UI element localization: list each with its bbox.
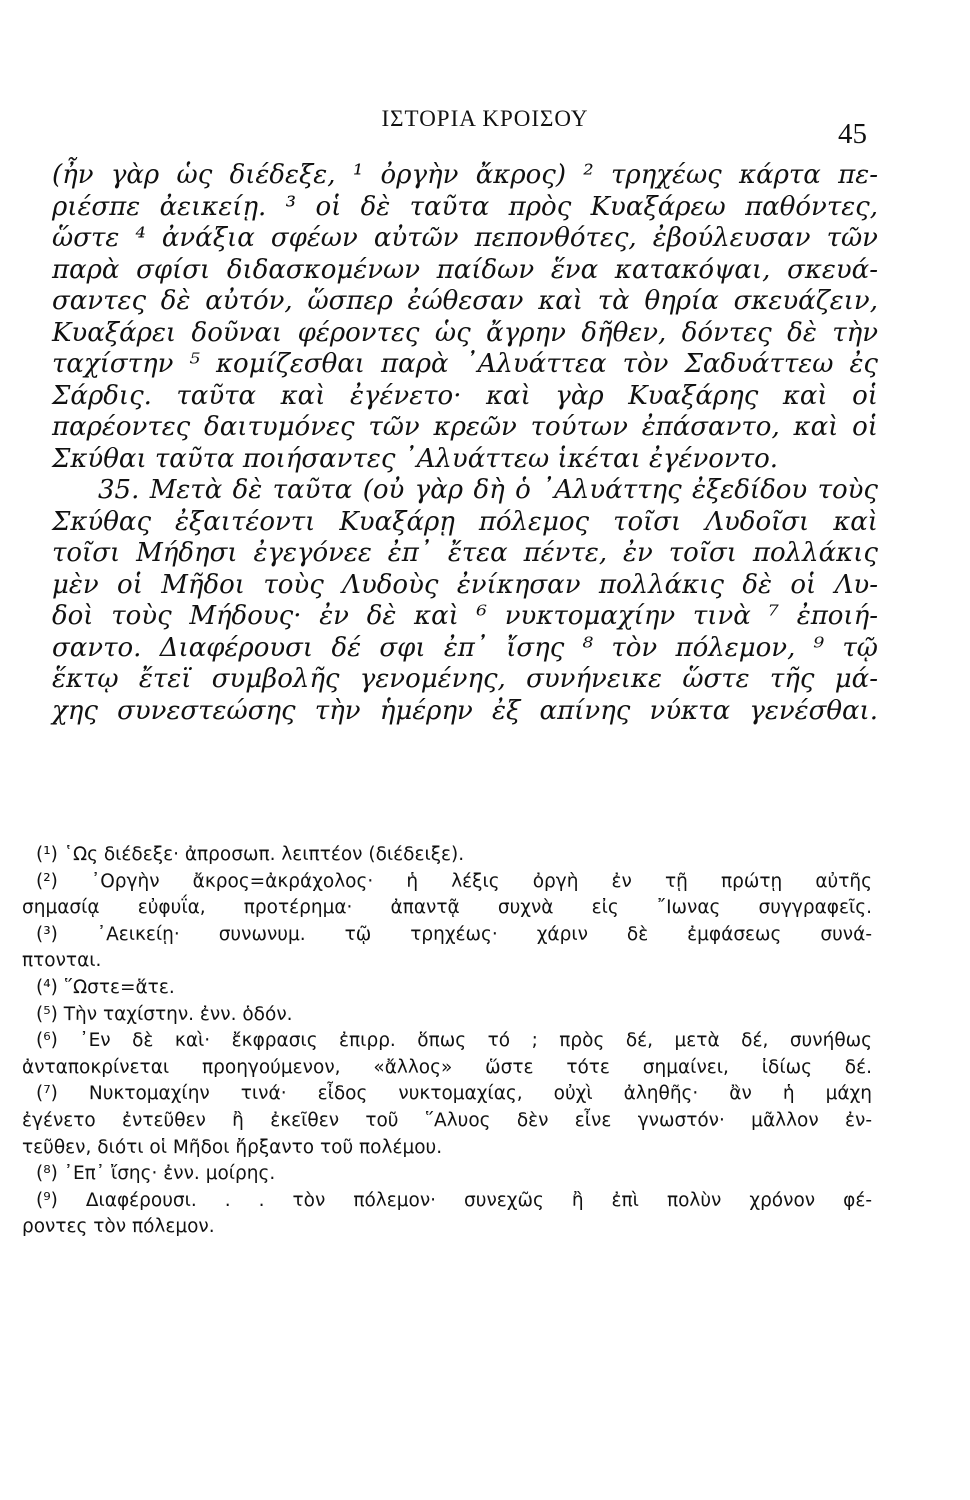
footnote-line: (⁴) ῞Ωστε=ἅτε. (36, 976, 175, 998)
footnote-line: (⁹) Διαφέρουσι. . . τὸν πόλεμον· συνεχῶς ἢ ἐπὶ πολὺν χρόνον φέ- (36, 1189, 872, 1211)
text-line: σαντο. Διαφέρουσι δέ σφι ἐπ᾿ ἴσης ⁸ τὸν πόλεμον, ⁹ τῷ (52, 632, 878, 663)
footnote-line: ἐγένετο ἐντεῦθεν ἢ ἐκεῖθεν τοῦ ῞Αλυος δὲν εἶνε γνωστόν· μᾶλλον ἐν- (22, 1109, 872, 1131)
text-line: χης συνεστεώσης τὴν ἡμέρην ἐξ απίνης νύκτα γενέσθαι. (52, 695, 878, 726)
footnote-line: πτονται. (22, 950, 102, 972)
text-line: ριέσπε ἀεικείῃ. ³ οἱ δὲ ταῦτα πρὸς Κυαξάρεω παθόντες, (52, 191, 878, 222)
running-title: ΙΣΤΟΡΙΑ ΚΡΟΙΣΟΥ (381, 106, 589, 131)
text-line: παρὰ σφίσι διδασκομένων παίδων ἕνα κατακόψαι, σκευά- (52, 254, 878, 285)
footnotes (22, 842, 872, 1241)
text-line: Κυαξάρει δοῦναι φέροντες ὡς ἄγρην δῆθεν, δόντες δὲ τὴν (52, 317, 878, 348)
text-line: 35. Μετὰ δὲ ταῦτα (οὐ γὰρ δὴ ὁ ᾿Αλυάττης ἐξεδίδου τοὺς (98, 475, 878, 505)
footnote-line: (³) ᾿Αεικείῃ· συνωνυμ. τῷ τρηχέως· χάριν δὲ ἐμφάσεως συνά- (36, 923, 872, 945)
text-line: ὥστε ⁴ ἀνάξια σφέων αὐτῶν πεπονθότες, ἐβούλευσαν τῶν (52, 223, 878, 253)
text-line: (ἦν γὰρ ὡς διέδεξε, ¹ ὀργὴν ἄκρος) ² τρηχέως κάρτα πε- (52, 160, 878, 190)
footnote-line: σημασίᾳ εὐφυΐα, προτέρημα· ἀπαντᾷ συχνὰ εἰς ῎Ιωνας συγγραφεῖς. (22, 897, 872, 919)
text-line: μὲν οἱ Μῆδοι τοὺς Λυδοὺς ἐνίκησαν πολλάκις δὲ οἱ Λυ- (52, 569, 878, 600)
footnote-line: τεῦθεν, διότι οἱ Μῆδοι ἤρξαντο τοῦ πολέμου. (22, 1136, 443, 1158)
text-line: Σκύθαι ταῦτα ποιήσαντες ᾿Αλυάττεω ἱκέται ἐγένοντο. (52, 443, 779, 474)
main-text (52, 160, 878, 727)
footnote-line: (²) ᾿Οργὴν ἄκρος=ἀκράχολος· ἡ λέξις ὀργὴ ἐν τῇ πρώτῃ αὐτῆς (36, 870, 872, 892)
text-line: σαντες δὲ αὐτόν, ὥσπερ ἐώθεσαν καὶ τὰ θηρία σκευάζειν, (52, 286, 878, 316)
text-line: παρέοντες δαιτυμόνες τῶν κρεῶν τούτων ἐπάσαντο, καὶ οἱ (52, 412, 878, 442)
footnote-line: (¹) ῾Ως διέδεξε· ἀπροσωπ. λειπτέον (διέδειξε). (36, 844, 465, 865)
text-line: Σκύθας ἐξαιτέοντι Κυαξάρῃ πόλεμος τοῖσι Λυδοῖσι καὶ (52, 506, 878, 537)
footnote-line: (⁸) ᾿Επ᾿ ἴσης· ἐνν. μοίρης. (36, 1163, 276, 1185)
footnote-line: ἀνταποκρίνεται προηγούμενον, «ἄλλος» ὥστε τότε σημαίνει, ἰδίως δέ. (22, 1056, 872, 1078)
footnote-line: (⁷) Νυκτομαχίην τινά· εἶδος νυκτομαχίας, οὐχὶ ἀληθῆς· ἂν ἡ μάχη (36, 1083, 872, 1105)
footnote-line: (⁵) Τὴν ταχίστην. ἐνν. ὁδόν. (36, 1003, 293, 1025)
footnote-line: ροντες τὸν πόλεμον. (22, 1216, 215, 1238)
page-number: 45 (838, 118, 867, 150)
text-line: δοὶ τοὺς Μήδους· ἐν δὲ καὶ ⁶ νυκτομαχίην τινὰ ⁷ ἐποιή- (52, 601, 878, 631)
footnote-line: (⁶) ᾿Εν δὲ καὶ· ἔκφρασις ἐπιρρ. ὅπως τό ; πρὸς δέ, μετὰ δέ, συνήθως (36, 1030, 872, 1052)
text-line: ταχίστην ⁵ κομίζεσθαι παρὰ ᾿Αλυάττεα τὸν Σαδυάττεω ἐς (52, 349, 878, 379)
text-line: Σάρδις. ταῦτα καὶ ἐγένετο· καὶ γὰρ Κυαξάρης καὶ οἱ (52, 380, 878, 411)
text-line: ἕκτῳ ἔτεϊ συμβολῆς γενομένης, συνήνεικε ὥστε τῆς μά- (52, 664, 878, 694)
text-line: τοῖσι Μήδησι ἐγεγόνεε ἐπ᾿ ἔτεα πέντε, ἐν τοῖσι πολλάκις (52, 538, 878, 568)
